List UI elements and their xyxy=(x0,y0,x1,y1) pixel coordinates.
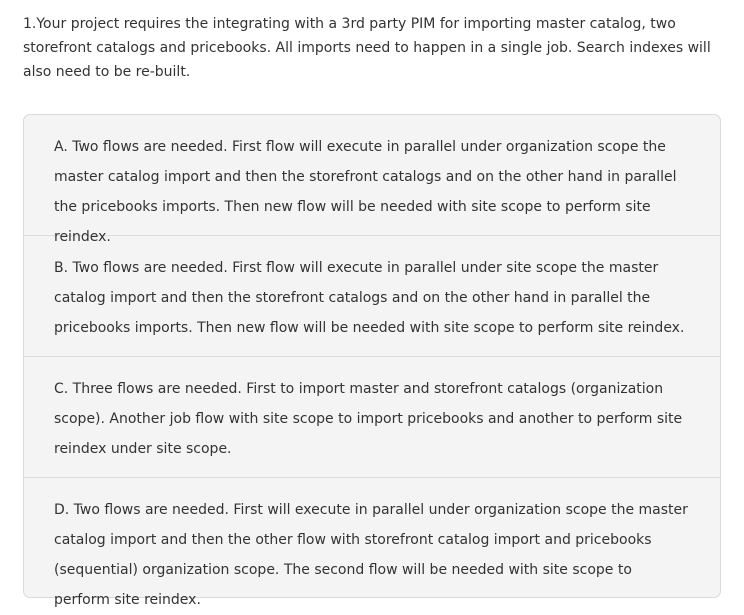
answer-option-d[interactable]: D. Two flows are needed. First will execute in parallel under organization scope the master catalog import and then the other flow with storefront catalog import and pricebooks (sequential) organization scope. The second flow will be needed with site scope to perform site reindex. xyxy=(24,477,720,597)
answer-option-b[interactable]: B. Two flows are needed. First flow will execute in parallel under site scope the master catalog import and then the storefront catalogs and on the other hand in parallel the pricebooks imports. Then new flow will be needed with site scope to perform site reindex. xyxy=(24,235,720,356)
question-text: 1.Your project requires the integrating with a 3rd party PIM for importing master catalog, two storefront catalogs and pricebooks. All imports need to happen in a single job. Search indexes will also need to be re-built. xyxy=(23,16,711,80)
answer-options-list xyxy=(23,114,721,608)
answer-option-a[interactable]: A. Two flows are needed. First flow will execute in parallel under organization scope the master catalog import and then the storefront catalogs and on the other hand in parallel the pricebooks imports. Then new flow will be needed with site scope to perform site reindex. xyxy=(54,139,677,245)
answer-option-c[interactable]: C. Three flows are needed. First to import master and storefront catalogs (organization scope). Another job flow with site scope to import pricebooks and another to perform site reindex under site scope. xyxy=(24,356,720,477)
